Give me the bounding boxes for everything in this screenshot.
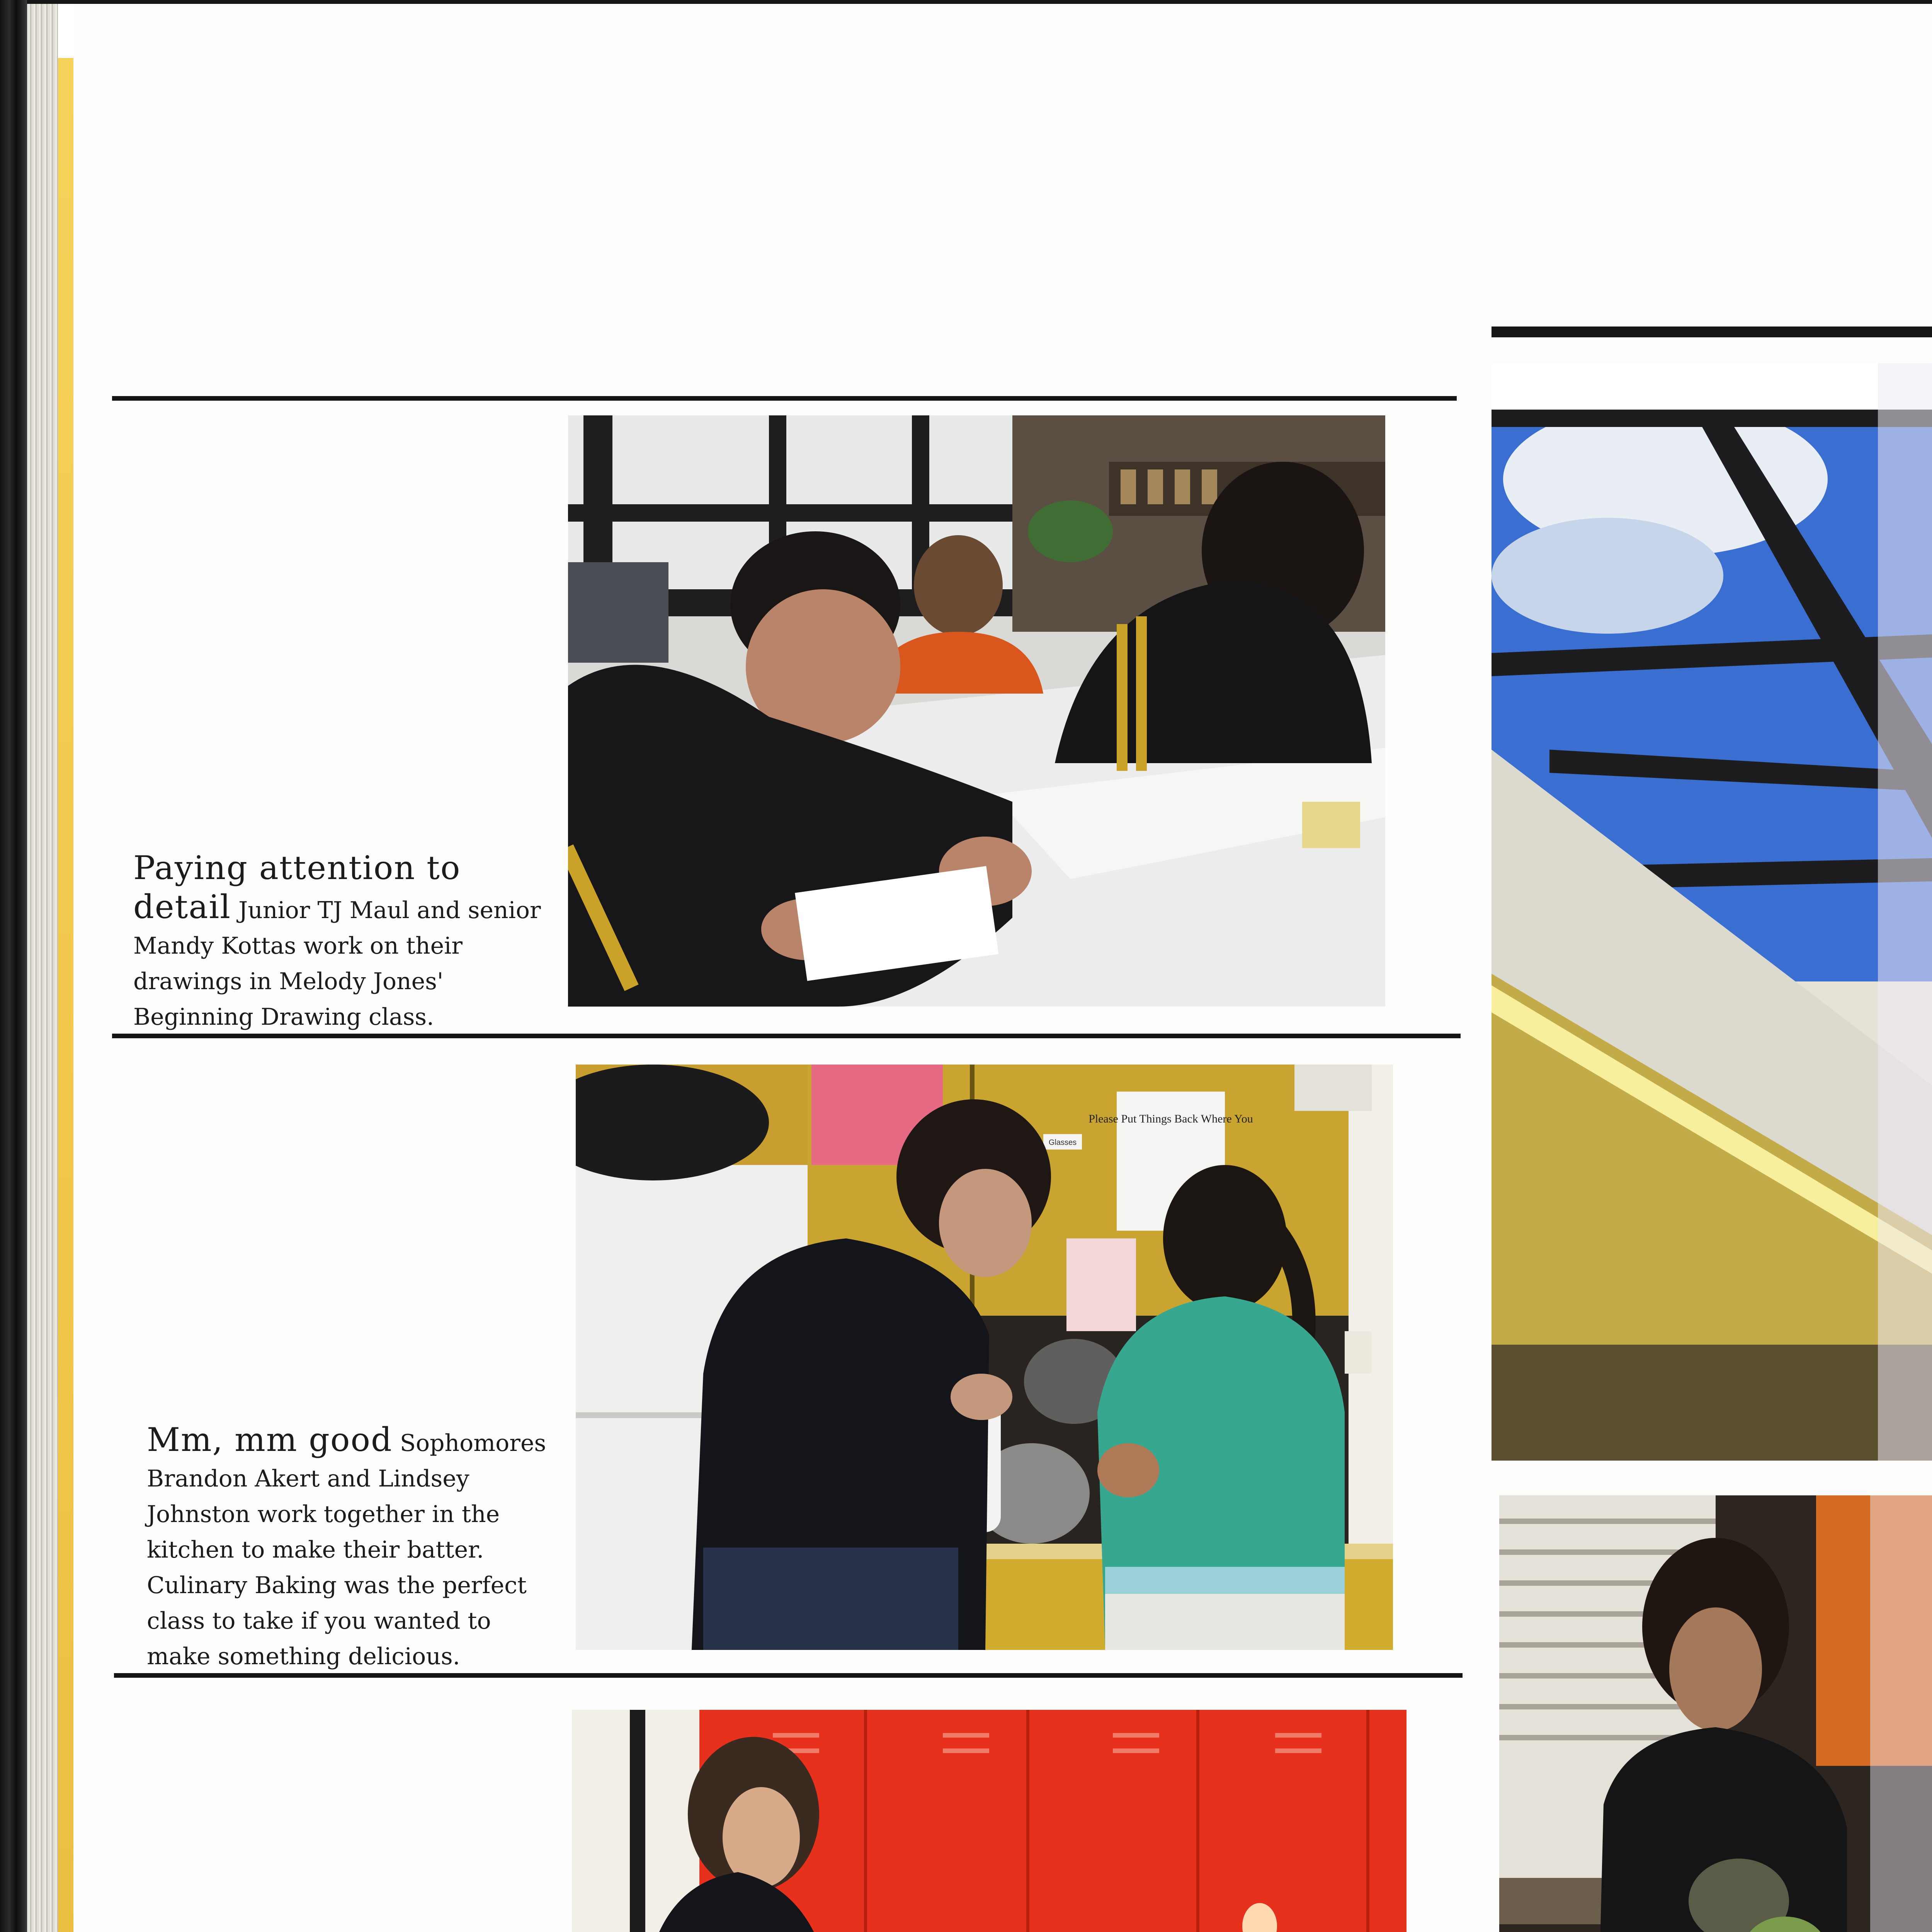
top-border-rule: [27, 0, 1932, 4]
page-stack-edge: [27, 0, 58, 1932]
cupboard-label-text: Glasses: [1048, 1138, 1077, 1147]
photo-cultural-foods: [1499, 1495, 1932, 1932]
photo-culinary-baking: [576, 1065, 1393, 1650]
caption-body: Sophomores Brandon Akert and Lindsey Johnston work together in the kitchen to make their batter. Culinary Baking was the perfect class to take if you wanted to make something delicious.: [147, 1430, 546, 1670]
page-top-white: [58, 0, 73, 58]
caption-title: Paying attention to detail: [133, 849, 461, 926]
cupboard-note-text: Please Put Things Back Where You: [1088, 1112, 1253, 1125]
right-column-top-rule: [1492, 327, 1932, 337]
caption-title: Mm, mm good: [147, 1421, 393, 1459]
divider-rule-1: [112, 396, 1457, 401]
photo-skylight-stairs: [1492, 363, 1932, 1461]
book-spine-edge: [0, 0, 27, 1932]
photo-orange-lockers: [572, 1710, 1406, 1932]
caption-body: Junior TJ Maul and senior Mandy Kottas work on their drawings in Melody Jones' Beginning Drawing class.: [133, 897, 541, 1031]
caption-culinary-baking: [147, 1422, 556, 1674]
gold-page-edge: [58, 58, 73, 1932]
photo-drawing-class: [568, 415, 1385, 1007]
caption-drawing-class: [133, 850, 554, 1035]
